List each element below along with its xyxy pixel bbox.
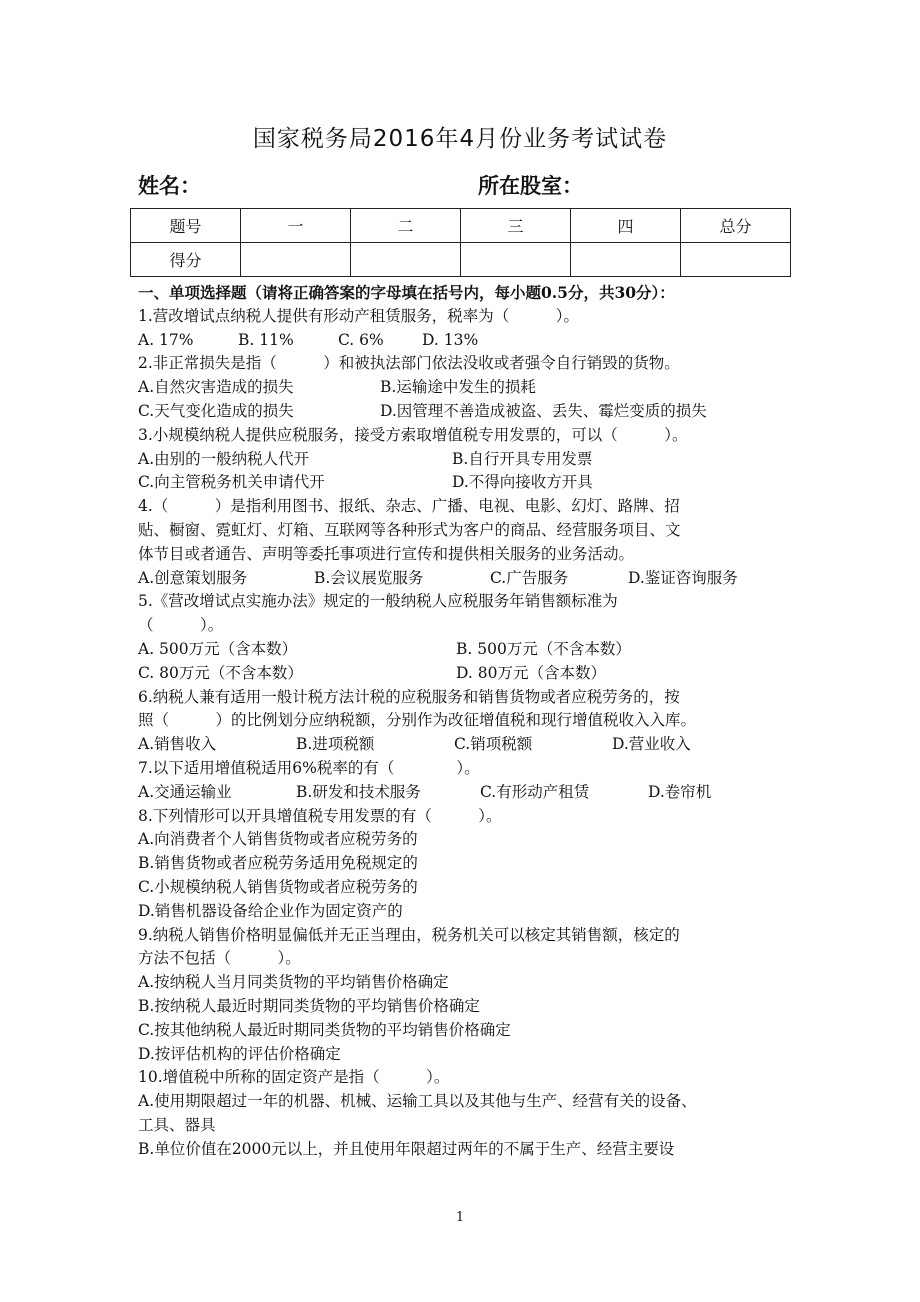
score-header-cell: 总分 [681,209,791,243]
question-options [138,567,798,591]
section-heading: 一、单项选择题（请将正确答案的字母填在括号内，每小题0.5分，共30分）： [138,283,675,302]
option: A. 500万元（含本数） [138,639,298,658]
page-title: 国家税务局2016年4月份业务考试试卷 [252,126,668,152]
name-label: 姓名： [138,174,201,198]
question-stem: 3.小规模纳税人提供应税服务，接受方索取增值税专用发票的，可以（ ）。 [138,425,688,444]
option: D. 13% [422,330,479,349]
question-options [138,733,798,757]
option: D.卷帘机 [648,782,712,801]
option: C.有形动产租赁 [480,782,590,801]
option: D.因管理不善造成被盗、丢失、霉烂变质的损失 [380,401,707,420]
option: A. 17% [138,330,194,349]
question-stem: 4.（ ）是指利用图书、报纸、杂志、广播、电视、电影、幻灯、路牌、招 [138,497,680,516]
question-stem: 贴、橱窗、霓虹灯、灯箱、互联网等各种形式为客户的商品、经营服务项目、文 [138,520,681,539]
option: B.自行开具专用发票 [452,449,593,468]
option: B.运输途中发生的损耗 [380,378,536,397]
question-options [138,781,798,805]
option: B.进项税额 [296,735,375,754]
score-table-header-row [131,209,791,243]
score-cell[interactable] [571,243,681,277]
score-cell[interactable] [461,243,571,277]
option: C.天气变化造成的损失 [138,401,294,420]
score-cell[interactable] [351,243,461,277]
option: A.销售收入 [138,735,217,754]
option: B. 11% [238,330,294,349]
option: C.按其他纳税人最近时期同类货物的平均销售价格确定 [138,1020,511,1039]
score-cell[interactable] [241,243,351,277]
score-header-cell: 二 [351,209,461,243]
question-options [138,400,798,424]
question-options [138,329,798,353]
page-number: 1 [455,1210,465,1225]
question-stem: 8.下列情形可以开具增值税专用发票的有（ ）。 [138,806,502,825]
option: A.按纳税人当月同类货物的平均销售价格确定 [138,973,449,992]
question-stem: 照（ ）的比例划分应纳税额，分别作为改征增值税和现行增值税收入入库。 [138,711,697,730]
question-stem: 5.《营改增试点实施办法》规定的一般纳税人应税服务年销售额标准为 [138,592,618,611]
question-options [138,638,798,662]
question-stem: 7.以下适用增值税适用6%税率的有（ ）。 [138,758,480,777]
option: C. 80万元（不含本数） [138,663,303,682]
question-options [138,376,798,400]
option: C.向主管税务机关申请代开 [138,473,325,492]
question-stem: 体节目或者通告、声明等委托事项进行宣传和提供相关服务的业务活动。 [138,544,635,563]
question-options [138,662,798,686]
exam-content [138,281,798,1161]
option: B. 500万元（不含本数） [456,639,631,658]
option: D.销售机器设备给企业作为固定资产的 [138,901,403,920]
department-label: 所在股室： [478,174,583,198]
option: C.广告服务 [490,568,569,587]
option: 工具、器具 [138,1115,216,1134]
question-stem: 10.增值税中所称的固定资产是指（ ）。 [138,1068,450,1087]
question-options [138,448,798,472]
option: D.不得向接收方开具 [452,473,593,492]
option: D.营业收入 [612,735,691,754]
option: B.研发和技术服务 [296,782,421,801]
question-stem: 2.非正常损失是指（ ）和被执法部门依法没收或者强令自行销毁的货物。 [138,354,680,373]
option: D.鉴证咨询服务 [628,568,738,587]
option: A.交通运输业 [138,782,232,801]
question-options [138,471,798,495]
option: C.销项税额 [454,735,533,754]
option: C.小规模纳税人销售货物或者应税劳务的 [138,877,418,896]
option: A.由别的一般纳税人代开 [138,449,310,468]
question-stem: （ ）。 [138,616,224,635]
option: D.按评估机构的评估价格确定 [138,1044,341,1063]
option: C. 6% [338,330,384,349]
score-header-cell: 四 [571,209,681,243]
option: A.自然灾害造成的损失 [138,378,294,397]
option: B.单位价值在2000元以上，并且使用年限超过两年的不属于生产、经营主要设 [138,1139,675,1158]
option: A.向消费者个人销售货物或者应税劳务的 [138,830,418,849]
option: A.使用期限超过一年的机器、机械、运输工具以及其他与生产、经营有关的设备、 [138,1092,697,1111]
score-table-score-row [131,243,791,277]
option: D. 80万元（含本数） [456,663,606,682]
option: B.会议展览服务 [314,568,424,587]
option: B.按纳税人最近时期同类货物的平均销售价格确定 [138,996,480,1015]
score-table [130,208,791,277]
score-header-cell: 三 [461,209,571,243]
score-header-cell: 题号 [131,209,241,243]
question-stem: 6.纳税人兼有适用一般计税方法计税的应税服务和销售货物或者应税劳务的，按 [138,687,680,706]
option: B.销售货物或者应税劳务适用免税规定的 [138,854,418,873]
question-stem: 9.纳税人销售价格明显偏低并无正当理由，税务机关可以核定其销售额，核定的 [138,925,680,944]
option: A.创意策划服务 [138,568,248,587]
score-header-cell: 一 [241,209,351,243]
score-row-label: 得分 [131,243,241,277]
question-stem: 1.营改增试点纳税人提供有形动产租赁服务，税率为（ ）。 [138,306,580,325]
score-cell[interactable] [681,243,791,277]
question-stem: 方法不包括（ ）。 [138,949,301,968]
